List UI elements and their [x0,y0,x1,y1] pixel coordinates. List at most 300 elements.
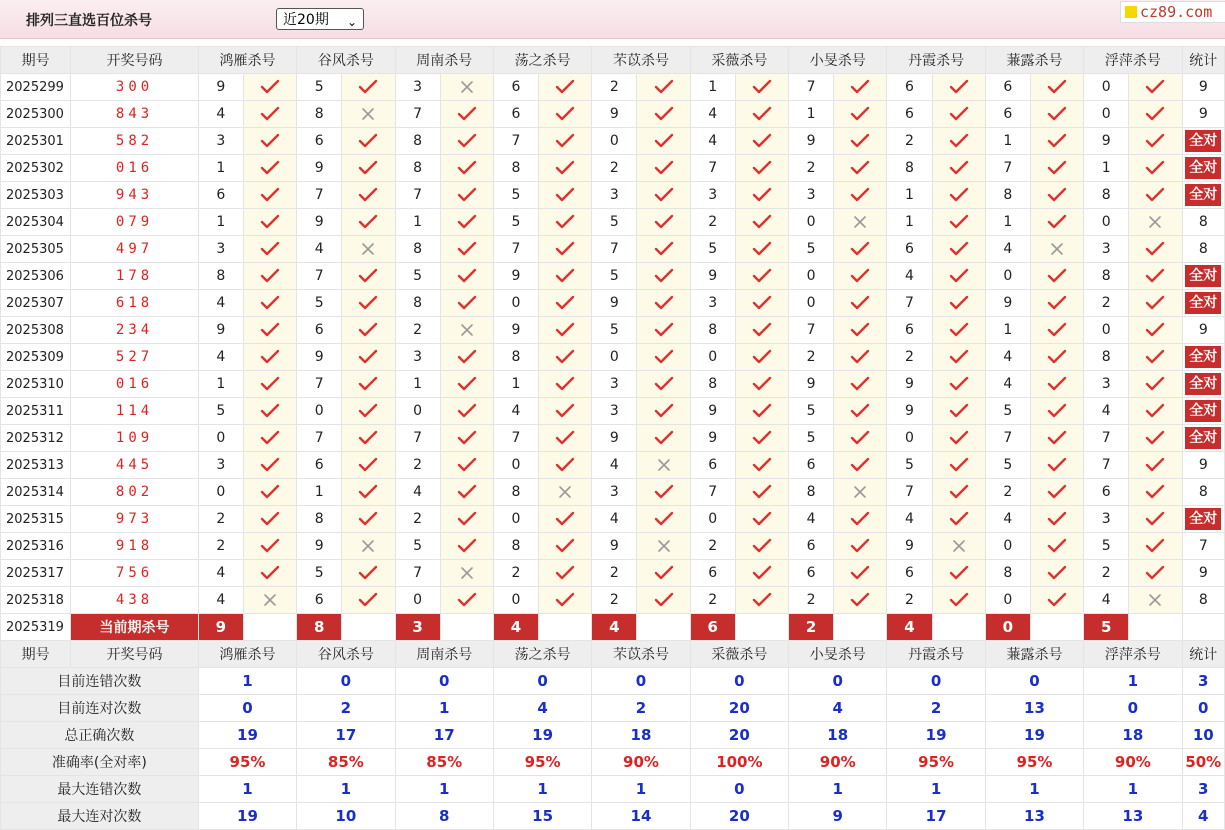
check-icon [539,506,592,533]
kill-number: 0 [690,506,735,533]
kill-number: 4 [985,371,1030,398]
kill-number: 8 [395,290,440,317]
check-icon [1145,376,1165,392]
cross-icon [1050,242,1064,256]
check-icon [539,209,592,236]
check-icon [1030,182,1083,209]
cross-icon [932,533,985,560]
check-icon [949,214,969,230]
summary-row [1,803,1225,830]
check-icon [637,128,690,155]
current-kill-value: 2 [789,614,834,641]
period-select-value: 近20期 [283,12,329,28]
kill-number: 6 [297,587,342,614]
check-icon [539,452,592,479]
table-row [1,560,1225,587]
check-icon [1145,295,1165,311]
check-icon [260,160,280,176]
all-correct-badge: 全对 [1185,130,1221,152]
kill-number: 5 [493,182,538,209]
summary-value: 0 [887,668,985,695]
all-correct-badge: 全对 [1185,373,1221,395]
row-stat: 9 [1182,74,1224,101]
check-icon [1030,425,1083,452]
check-icon [850,160,870,176]
col-header-expert: 谷风杀号 [297,641,395,668]
draw-number: 445 [71,452,199,479]
kill-number: 5 [198,398,243,425]
col-header-expert: 谷风杀号 [297,47,395,74]
kill-number: 9 [297,344,342,371]
cross-icon [558,485,572,499]
all-correct-badge: 全对 [1185,508,1221,530]
check-icon [834,101,887,128]
check-icon [654,133,674,149]
current-kill-value: 3 [395,614,440,641]
check-icon [342,317,395,344]
check-icon [834,398,887,425]
check-icon [654,106,674,122]
table-row [1,128,1225,155]
check-icon [243,101,296,128]
check-icon [850,106,870,122]
kill-number: 5 [395,533,440,560]
col-header-expert: 芣苡杀号 [592,641,690,668]
summary-value: 0 [592,668,690,695]
cross-icon [460,323,474,337]
kill-number: 8 [1084,344,1129,371]
kill-number: 6 [297,452,342,479]
check-icon [1047,133,1067,149]
check-icon [834,182,887,209]
check-icon [735,128,788,155]
site-logo[interactable] [1120,1,1225,23]
check-icon [1129,506,1182,533]
summary-value: 20 [690,803,788,830]
check-icon [637,587,690,614]
kill-number: 4 [198,290,243,317]
cross-icon [342,236,395,263]
table-row [1,101,1225,128]
kill-number: 0 [493,587,538,614]
kill-number: 7 [690,155,735,182]
check-icon [440,587,493,614]
col-header-expert: 蒹露杀号 [985,641,1083,668]
check-icon [555,187,575,203]
kill-number: 0 [297,398,342,425]
check-icon [457,187,477,203]
check-icon [654,349,674,365]
draw-number: 438 [71,587,199,614]
check-icon [637,344,690,371]
check-icon [440,182,493,209]
check-icon [1145,241,1165,257]
kill-number: 9 [887,398,932,425]
summary-value: 15 [493,803,591,830]
summary-value: 18 [592,722,690,749]
check-icon [1030,263,1083,290]
kill-number: 8 [198,263,243,290]
kill-number: 7 [395,101,440,128]
check-icon [654,187,674,203]
kill-number: 2 [887,587,932,614]
check-icon [1129,236,1182,263]
kill-number: 9 [985,290,1030,317]
kill-number: 2 [592,155,637,182]
check-icon [637,182,690,209]
cross-icon [342,101,395,128]
issue-number: 2025299 [1,74,71,101]
check-icon [243,209,296,236]
check-icon [932,398,985,425]
check-icon [654,268,674,284]
kill-number: 7 [592,236,637,263]
check-icon [1030,479,1083,506]
row-stat [1182,506,1224,533]
check-icon [1030,209,1083,236]
all-correct-badge: 全对 [1185,157,1221,179]
check-icon [637,398,690,425]
summary-value: 19 [985,722,1083,749]
current-kill-blank [637,614,690,641]
check-icon [949,457,969,473]
cross-icon [657,539,671,553]
issue-number: 2025304 [1,209,71,236]
current-kill-value: 5 [1084,614,1129,641]
check-icon [949,106,969,122]
issue-number: 2025312 [1,425,71,452]
check-icon [342,182,395,209]
current-issue-row [1,614,1225,641]
check-icon [932,236,985,263]
kill-number: 2 [395,452,440,479]
table-row [1,209,1225,236]
check-icon [457,484,477,500]
check-icon [949,430,969,446]
check-icon [1047,511,1067,527]
check-icon [1047,187,1067,203]
kill-number: 7 [789,74,834,101]
kill-number: 5 [592,209,637,236]
issue-number: 2025302 [1,155,71,182]
summary-value: 90% [592,749,690,776]
kill-number: 3 [592,182,637,209]
issue-number: 2025311 [1,398,71,425]
table-row [1,371,1225,398]
summary-stat: 4 [1182,803,1224,830]
check-icon [243,155,296,182]
check-icon [850,349,870,365]
kill-number: 0 [1084,101,1129,128]
kill-number: 1 [887,209,932,236]
check-icon [654,511,674,527]
kill-number: 2 [690,587,735,614]
table-row [1,182,1225,209]
check-icon [834,317,887,344]
kill-number: 8 [493,155,538,182]
kill-number: 5 [297,74,342,101]
summary-value: 20 [690,722,788,749]
check-icon [1145,538,1165,554]
check-icon [539,155,592,182]
check-icon [260,376,280,392]
kill-number: 2 [1084,560,1129,587]
kill-number: 3 [592,479,637,506]
kill-number: 4 [789,506,834,533]
kill-number: 3 [789,182,834,209]
check-icon [1047,403,1067,419]
kill-number: 8 [297,101,342,128]
check-icon [932,587,985,614]
summary-label: 准确率(全对率) [1,749,199,776]
check-icon [358,79,378,95]
kill-number: 3 [690,290,735,317]
kill-number: 1 [395,209,440,236]
kill-number: 4 [985,236,1030,263]
summary-value: 8 [395,803,493,830]
kill-number: 6 [493,101,538,128]
cross-icon [440,560,493,587]
header-row [1,47,1225,74]
check-icon [440,452,493,479]
kill-number: 6 [789,560,834,587]
kill-number: 7 [395,425,440,452]
check-icon [949,403,969,419]
summary-value: 10 [297,803,395,830]
kill-number: 6 [887,560,932,587]
row-stat: 9 [1182,101,1224,128]
check-icon [1129,182,1182,209]
kill-number: 5 [1084,533,1129,560]
period-select[interactable] [276,8,364,30]
row-stat [1182,398,1224,425]
summary-value: 1 [887,776,985,803]
check-icon [457,214,477,230]
draw-number: 178 [71,263,199,290]
kill-number: 0 [198,479,243,506]
kill-number: 6 [493,74,538,101]
kill-number: 5 [789,398,834,425]
draw-number: 109 [71,425,199,452]
check-icon [243,236,296,263]
check-icon [1047,457,1067,473]
check-icon [949,592,969,608]
check-icon [457,403,477,419]
kill-number: 1 [395,371,440,398]
check-icon [243,182,296,209]
check-icon [243,317,296,344]
col-header-stat: 统计 [1182,47,1224,74]
kill-number: 0 [592,128,637,155]
kill-number: 9 [887,371,932,398]
check-icon [539,128,592,155]
draw-number: 527 [71,344,199,371]
check-icon [342,560,395,587]
check-icon [752,133,772,149]
check-icon [1129,371,1182,398]
check-icon [1030,452,1083,479]
row-stat [1182,344,1224,371]
all-correct-badge: 全对 [1185,292,1221,314]
draw-number: 016 [71,371,199,398]
cross-icon [539,479,592,506]
kill-number: 0 [493,452,538,479]
check-icon [1129,398,1182,425]
summary-row [1,776,1225,803]
check-icon [342,479,395,506]
check-icon [243,344,296,371]
kill-number: 1 [297,479,342,506]
check-icon [1129,533,1182,560]
check-icon [1129,317,1182,344]
kill-number: 6 [297,317,342,344]
check-icon [752,403,772,419]
check-icon [752,484,772,500]
summary-stat: 3 [1182,668,1224,695]
current-issue-number: 2025319 [1,614,71,641]
cross-icon [440,74,493,101]
check-icon [555,295,575,311]
check-icon [342,371,395,398]
kill-number: 0 [493,290,538,317]
check-icon [735,398,788,425]
check-icon [752,160,772,176]
col-header-draw: 开奖号码 [71,47,199,74]
kill-number: 2 [592,74,637,101]
kill-number: 8 [789,479,834,506]
summary-value: 0 [985,668,1083,695]
issue-number: 2025306 [1,263,71,290]
cross-icon [657,458,671,472]
check-icon [457,511,477,527]
table-row [1,317,1225,344]
kill-number: 1 [198,371,243,398]
cross-icon [243,587,296,614]
summary-value: 13 [1084,803,1182,830]
draw-number: 497 [71,236,199,263]
kill-number: 0 [985,263,1030,290]
check-icon [654,592,674,608]
check-icon [850,565,870,581]
check-icon [735,236,788,263]
issue-number: 2025300 [1,101,71,128]
kill-number: 7 [887,479,932,506]
check-icon [654,214,674,230]
draw-number: 802 [71,479,199,506]
check-icon [834,263,887,290]
check-icon [1145,133,1165,149]
check-icon [457,376,477,392]
check-icon [243,371,296,398]
check-icon [735,317,788,344]
check-icon [1030,155,1083,182]
check-icon [539,182,592,209]
kill-number: 8 [690,317,735,344]
check-icon [260,511,280,527]
check-icon [1047,592,1067,608]
kill-number: 5 [690,236,735,263]
kill-number: 2 [1084,290,1129,317]
cross-icon [440,317,493,344]
check-icon [1047,322,1067,338]
table-row [1,425,1225,452]
issue-number: 2025309 [1,344,71,371]
check-icon [358,133,378,149]
check-icon [949,565,969,581]
kill-number: 9 [198,317,243,344]
check-icon [1030,371,1083,398]
cross-icon [637,533,690,560]
check-icon [539,398,592,425]
check-icon [358,349,378,365]
kill-number: 2 [789,587,834,614]
summary-stat: 0 [1182,695,1224,722]
summary-label: 总正确次数 [1,722,199,749]
kill-number: 2 [493,560,538,587]
check-icon [555,241,575,257]
current-kill-blank [539,614,592,641]
kill-number: 9 [789,371,834,398]
check-icon [932,344,985,371]
check-icon [457,133,477,149]
summary-value: 17 [297,722,395,749]
check-icon [1047,214,1067,230]
kill-number: 6 [887,101,932,128]
check-icon [932,182,985,209]
kill-number: 4 [1084,587,1129,614]
kill-number: 3 [395,344,440,371]
check-icon [752,187,772,203]
kill-number: 9 [592,533,637,560]
check-icon [539,290,592,317]
check-icon [932,452,985,479]
table-row [1,533,1225,560]
current-stat-blank [1182,614,1224,641]
col-header-stat: 统计 [1182,641,1224,668]
check-icon [949,133,969,149]
summary-value: 95% [198,749,296,776]
kill-number: 3 [592,371,637,398]
kill-number: 4 [198,344,243,371]
kill-number: 9 [297,533,342,560]
summary-value: 85% [297,749,395,776]
check-icon [1129,560,1182,587]
col-header-expert: 小旻杀号 [789,47,887,74]
check-icon [342,425,395,452]
check-icon [260,349,280,365]
check-icon [654,484,674,500]
check-icon [1047,538,1067,554]
kill-number: 4 [493,398,538,425]
kill-number: 8 [493,533,538,560]
summary-value: 1 [493,776,591,803]
kill-number: 2 [592,587,637,614]
check-icon [1145,268,1165,284]
kill-number: 2 [690,533,735,560]
summary-row [1,749,1225,776]
col-header-expert: 采薇杀号 [690,47,788,74]
kill-number: 4 [592,506,637,533]
check-icon [1047,106,1067,122]
kill-number: 5 [985,398,1030,425]
row-stat [1182,128,1224,155]
kill-number: 6 [887,236,932,263]
check-icon [358,484,378,500]
kill-number: 5 [985,452,1030,479]
all-correct-badge: 全对 [1185,184,1221,206]
check-icon [1030,128,1083,155]
summary-value: 13 [985,803,1083,830]
